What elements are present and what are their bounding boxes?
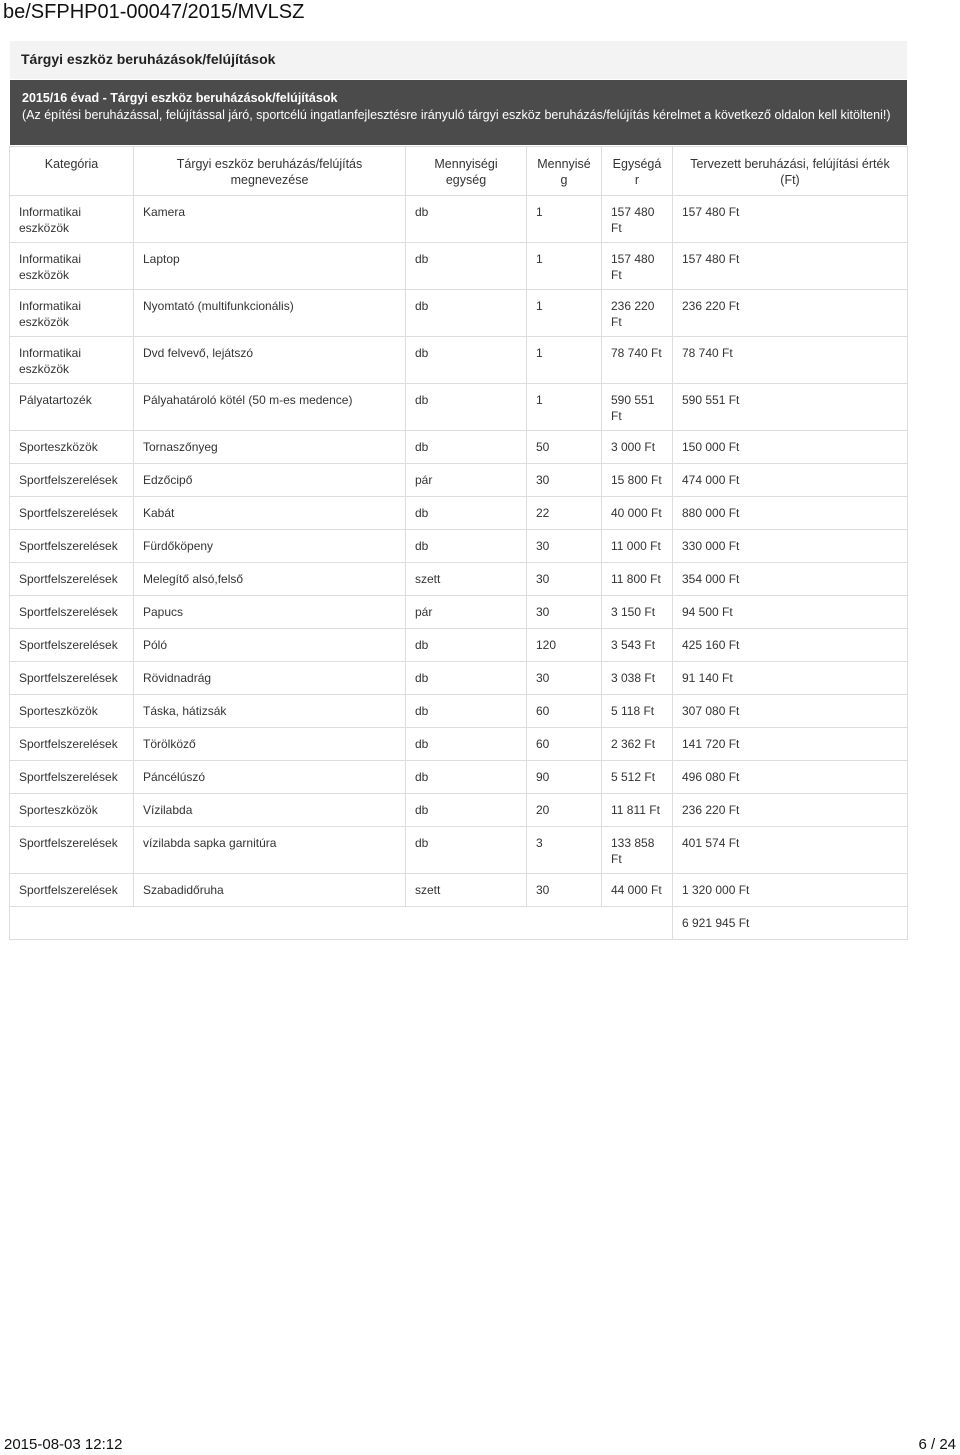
cell-category: Sportfelszerelések	[10, 827, 134, 874]
cell-planned-value: 401 574 Ft	[673, 827, 908, 874]
cell-planned-value: 94 500 Ft	[673, 596, 908, 629]
cell-unit: db	[406, 196, 527, 243]
cell-quantity: 30	[527, 464, 602, 497]
subsection-header	[10, 80, 907, 145]
cell-quantity: 22	[527, 497, 602, 530]
table-row	[10, 196, 908, 243]
cell-item-name: Kamera	[134, 196, 406, 243]
table-row	[10, 243, 908, 290]
cell-category: Informatikai eszközök	[10, 243, 134, 290]
column-header-unit: Mennyiségi egység	[406, 147, 527, 196]
cell-item-name: Melegítő alsó,felső	[134, 563, 406, 596]
cell-unit: pár	[406, 464, 527, 497]
table-row	[10, 431, 908, 464]
cell-item-name: vízilabda sapka garnitúra	[134, 827, 406, 874]
cell-item-name: Kabát	[134, 497, 406, 530]
table-row	[10, 695, 908, 728]
cell-unit-price: 133 858 Ft	[602, 827, 673, 874]
cell-category: Sporteszközök	[10, 794, 134, 827]
cell-item-name: Szabadidőruha	[134, 874, 406, 907]
cell-item-name: Törölköző	[134, 728, 406, 761]
cell-quantity: 60	[527, 695, 602, 728]
cell-planned-value: 157 480 Ft	[673, 243, 908, 290]
table-row	[10, 662, 908, 695]
column-header-category: Kategória	[10, 147, 134, 196]
cell-quantity: 1	[527, 243, 602, 290]
cell-unit-price: 44 000 Ft	[602, 874, 673, 907]
cell-category: Sportfelszerelések	[10, 596, 134, 629]
cell-quantity: 1	[527, 290, 602, 337]
table-row	[10, 563, 908, 596]
total-row-spacer	[10, 907, 673, 940]
table-row	[10, 596, 908, 629]
cell-item-name: Páncélúszó	[134, 761, 406, 794]
table-header-row	[10, 147, 908, 196]
cell-category: Sportfelszerelések	[10, 464, 134, 497]
column-header-quantity: Mennyisé g	[527, 147, 602, 196]
cell-unit-price: 11 800 Ft	[602, 563, 673, 596]
cell-planned-value: 157 480 Ft	[673, 196, 908, 243]
cell-planned-value: 1 320 000 Ft	[673, 874, 908, 907]
cell-planned-value: 354 000 Ft	[673, 563, 908, 596]
cell-category: Sportfelszerelések	[10, 761, 134, 794]
cell-unit: db	[406, 827, 527, 874]
cell-quantity: 90	[527, 761, 602, 794]
grand-total: 6 921 945 Ft	[673, 907, 908, 940]
cell-category: Sportfelszerelések	[10, 629, 134, 662]
cell-unit: db	[406, 384, 527, 431]
cell-category: Sportfelszerelések	[10, 497, 134, 530]
table-row	[10, 874, 908, 907]
cell-unit: db	[406, 290, 527, 337]
cell-unit-price: 5 512 Ft	[602, 761, 673, 794]
cell-unit: db	[406, 530, 527, 563]
cell-item-name: Nyomtató (multifunkcionális)	[134, 290, 406, 337]
column-header-planned-value: Tervezett beruházási, felújítási érték (Ft)	[673, 147, 908, 196]
cell-planned-value: 474 000 Ft	[673, 464, 908, 497]
cell-item-name: Rövidnadrág	[134, 662, 406, 695]
table-row	[10, 497, 908, 530]
cell-unit: pár	[406, 596, 527, 629]
footer-datetime: 2015-08-03 12:12	[4, 1436, 123, 1453]
cell-item-name: Táska, hátizsák	[134, 695, 406, 728]
cell-category: Sportfelszerelések	[10, 530, 134, 563]
cell-category: Informatikai eszközök	[10, 290, 134, 337]
cell-planned-value: 307 080 Ft	[673, 695, 908, 728]
investment-table	[9, 146, 908, 940]
document-id: be/SFPHP01-00047/2015/MVLSZ	[3, 1, 305, 23]
cell-quantity: 30	[527, 874, 602, 907]
table-row	[10, 629, 908, 662]
cell-planned-value: 880 000 Ft	[673, 497, 908, 530]
table-row	[10, 384, 908, 431]
cell-quantity: 30	[527, 563, 602, 596]
table-row	[10, 827, 908, 874]
table-row	[10, 290, 908, 337]
cell-unit-price: 40 000 Ft	[602, 497, 673, 530]
cell-unit-price: 15 800 Ft	[602, 464, 673, 497]
cell-unit-price: 157 480 Ft	[602, 243, 673, 290]
cell-unit: db	[406, 497, 527, 530]
cell-planned-value: 150 000 Ft	[673, 431, 908, 464]
cell-category: Informatikai eszközök	[10, 196, 134, 243]
cell-unit: szett	[406, 874, 527, 907]
cell-category: Sportfelszerelések	[10, 563, 134, 596]
subsection-title: 2015/16 évad - Tárgyi eszköz beruházások/felújítások	[22, 91, 338, 105]
table-row	[10, 464, 908, 497]
cell-unit-price: 3 543 Ft	[602, 629, 673, 662]
cell-quantity: 30	[527, 530, 602, 563]
table-body	[10, 196, 908, 940]
cell-unit: db	[406, 728, 527, 761]
table-row	[10, 337, 908, 384]
cell-planned-value: 236 220 Ft	[673, 290, 908, 337]
cell-unit-price: 11 811 Ft	[602, 794, 673, 827]
cell-unit-price: 11 000 Ft	[602, 530, 673, 563]
cell-unit: db	[406, 662, 527, 695]
cell-item-name: Edzőcipő	[134, 464, 406, 497]
cell-item-name: Tornaszőnyeg	[134, 431, 406, 464]
cell-unit-price: 3 038 Ft	[602, 662, 673, 695]
cell-item-name: Fürdőköpeny	[134, 530, 406, 563]
cell-unit-price: 78 740 Ft	[602, 337, 673, 384]
table-row	[10, 794, 908, 827]
cell-quantity: 1	[527, 384, 602, 431]
cell-planned-value: 236 220 Ft	[673, 794, 908, 827]
cell-planned-value: 425 160 Ft	[673, 629, 908, 662]
cell-item-name: Vízilabda	[134, 794, 406, 827]
cell-quantity: 30	[527, 596, 602, 629]
footer-page-number: 6 / 24	[918, 1436, 956, 1453]
column-header-unit-price: Egységá r	[602, 147, 673, 196]
cell-quantity: 20	[527, 794, 602, 827]
cell-category: Sporteszközök	[10, 431, 134, 464]
cell-item-name: Póló	[134, 629, 406, 662]
cell-planned-value: 91 140 Ft	[673, 662, 908, 695]
table-row	[10, 761, 908, 794]
cell-planned-value: 141 720 Ft	[673, 728, 908, 761]
cell-quantity: 60	[527, 728, 602, 761]
cell-item-name: Dvd felvevő, lejátszó	[134, 337, 406, 384]
cell-unit: db	[406, 243, 527, 290]
cell-item-name: Pályahatároló kötél (50 m-es medence)	[134, 384, 406, 431]
cell-planned-value: 590 551 Ft	[673, 384, 908, 431]
section-title: Tárgyi eszköz beruházások/felújítások	[21, 51, 276, 67]
table-row	[10, 728, 908, 761]
column-header-name: Tárgyi eszköz beruházás/felújítás megnevezése	[134, 147, 406, 196]
cell-unit: db	[406, 629, 527, 662]
cell-item-name: Laptop	[134, 243, 406, 290]
cell-quantity: 3	[527, 827, 602, 874]
cell-unit-price: 157 480 Ft	[602, 196, 673, 243]
cell-quantity: 120	[527, 629, 602, 662]
cell-category: Sportfelszerelések	[10, 874, 134, 907]
cell-quantity: 30	[527, 662, 602, 695]
cell-quantity: 1	[527, 196, 602, 243]
table-row	[10, 530, 908, 563]
cell-unit: db	[406, 695, 527, 728]
cell-unit: szett	[406, 563, 527, 596]
cell-category: Sportfelszerelések	[10, 728, 134, 761]
cell-planned-value: 78 740 Ft	[673, 337, 908, 384]
cell-category: Sporteszközök	[10, 695, 134, 728]
cell-unit-price: 590 551 Ft	[602, 384, 673, 431]
cell-unit: db	[406, 761, 527, 794]
cell-category: Informatikai eszközök	[10, 337, 134, 384]
cell-quantity: 1	[527, 337, 602, 384]
section-header	[10, 41, 907, 79]
total-row	[10, 907, 908, 940]
cell-planned-value: 496 080 Ft	[673, 761, 908, 794]
cell-category: Sportfelszerelések	[10, 662, 134, 695]
subsection-note: (Az építési beruházással, felújítással járó, sportcélú ingatlanfejlesztésre irányuló tárgyi eszköz beruházás/felújítás kérelmet a következő oldalon kell kitölteni!)	[22, 108, 891, 122]
cell-unit-price: 3 000 Ft	[602, 431, 673, 464]
cell-unit: db	[406, 794, 527, 827]
cell-planned-value: 330 000 Ft	[673, 530, 908, 563]
cell-quantity: 50	[527, 431, 602, 464]
cell-unit-price: 3 150 Ft	[602, 596, 673, 629]
cell-unit-price: 236 220 Ft	[602, 290, 673, 337]
cell-unit: db	[406, 337, 527, 384]
cell-unit-price: 2 362 Ft	[602, 728, 673, 761]
cell-item-name: Papucs	[134, 596, 406, 629]
cell-unit: db	[406, 431, 527, 464]
cell-unit-price: 5 118 Ft	[602, 695, 673, 728]
cell-category: Pályatartozék	[10, 384, 134, 431]
